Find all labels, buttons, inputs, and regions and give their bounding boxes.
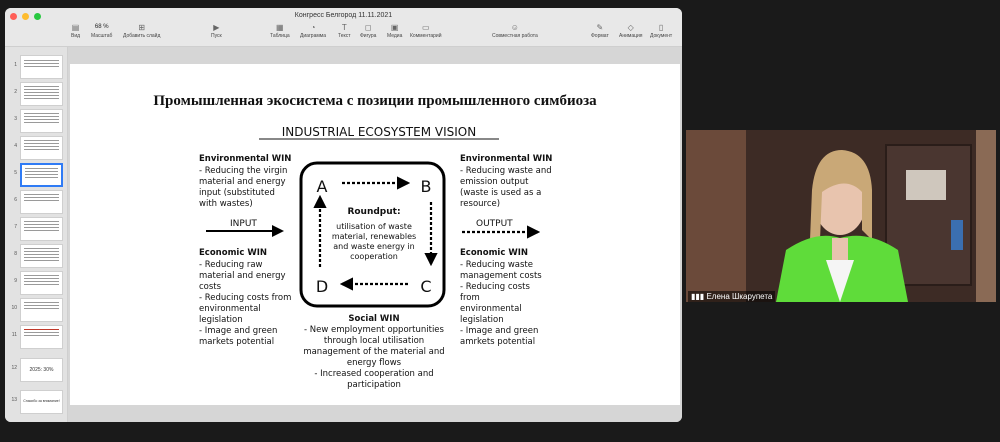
- view-button[interactable]: ▤ Вид: [71, 23, 81, 39]
- slide-thumbnail[interactable]: Спасибо за внимание!: [20, 390, 63, 414]
- env-win-right-line: resource): [460, 199, 501, 209]
- slide-thumbnail[interactable]: [20, 244, 63, 268]
- econ-win-left-heading: Economic WIN: [199, 248, 267, 258]
- slide[interactable]: [70, 64, 680, 405]
- econ-win-right-line: from: [460, 293, 480, 303]
- animate-icon: ◇: [627, 23, 634, 32]
- signal-bars-icon: ▮▮▮: [691, 292, 705, 301]
- participant-video[interactable]: [686, 130, 996, 302]
- document-icon: ▯: [658, 23, 664, 32]
- roundput-line: cooperation: [350, 252, 398, 261]
- social-win-heading: Social WIN: [348, 314, 400, 324]
- text-icon: T: [341, 23, 347, 32]
- add-slide-icon: ⊞: [138, 23, 146, 32]
- econ-win-left-line: - Reducing costs from: [199, 293, 292, 303]
- slide-thumbnail[interactable]: 2025: 30%: [20, 358, 63, 382]
- slide-thumbnail[interactable]: [20, 136, 63, 160]
- slide-thumbnail[interactable]: [20, 109, 63, 133]
- slide-thumbnail-selected[interactable]: [20, 163, 63, 187]
- roundput-heading: Roundput:: [347, 207, 401, 217]
- social-win-line: energy flows: [346, 358, 402, 368]
- env-win-left-line: input (substituted: [199, 188, 275, 198]
- econ-win-left-line: material and energy: [199, 271, 286, 281]
- slide-thumbnail[interactable]: [20, 190, 63, 214]
- shape-button[interactable]: ◻ Фигура: [360, 23, 377, 39]
- participant-name-tag: ▮▮▮ Елена Шкарупета: [688, 291, 775, 302]
- econ-win-left-line: environmental: [199, 304, 261, 314]
- play-icon: ▶: [213, 23, 220, 32]
- toolbar: [5, 8, 682, 47]
- env-win-right-line: - Reducing waste and: [460, 166, 552, 176]
- play-button[interactable]: ▶ Пуск: [211, 23, 222, 39]
- roundput-line: and waste energy in: [333, 242, 415, 251]
- econ-win-left-line: legislation: [199, 315, 243, 325]
- sidebar-view-icon: ▤: [71, 23, 80, 32]
- slide-subtitle: INDUSTRIAL ECOSYSTEM VISION: [281, 125, 477, 139]
- slide-title: Промышленная экосистема с позиции промышленного симбиоза: [153, 93, 597, 109]
- env-win-right-heading: Environmental WIN: [460, 154, 553, 164]
- table-icon: ▦: [276, 23, 284, 32]
- media-icon: ▣: [390, 23, 399, 32]
- social-win-line: participation: [347, 380, 401, 390]
- add-slide-button[interactable]: ⊞ Добавить слайд: [123, 23, 161, 39]
- social-win-line: - Increased cooperation and: [314, 369, 434, 379]
- env-win-right-line: (waste is used as a: [460, 188, 542, 198]
- slide-navigator: 1 2 3 4 5 6 7 8 9 10 11 12 2025: 30% 13 Спасибо за внимание!: [5, 47, 68, 422]
- slide-graphic: [70, 64, 680, 405]
- collaborate-button[interactable]: ☺ Совместная работа: [492, 23, 538, 39]
- comment-button[interactable]: ▭ Комментарий: [410, 23, 442, 39]
- participant-video-image: [686, 130, 996, 302]
- econ-win-right-line: legislation: [460, 315, 504, 325]
- econ-win-right-line: - Reducing waste: [460, 260, 533, 270]
- econ-win-right-line: amrkets potential: [460, 337, 536, 347]
- collaborate-icon: ☺: [510, 23, 519, 32]
- output-label: OUTPUT: [476, 219, 513, 229]
- econ-win-right-heading: Economic WIN: [460, 248, 528, 258]
- shape-icon: ◻: [364, 23, 372, 32]
- document-button[interactable]: ▯ Документ: [650, 23, 673, 39]
- chart-button[interactable]: ◔ Диаграмма: [300, 23, 327, 39]
- econ-win-left-line: - Reducing raw: [199, 260, 263, 270]
- env-win-left-line: material and energy: [199, 177, 286, 187]
- node-a: A: [316, 177, 328, 196]
- social-win-line: management of the material and: [303, 347, 445, 357]
- slide-thumbnail[interactable]: [20, 298, 63, 322]
- econ-win-right-line: - Image and green: [460, 326, 539, 336]
- env-win-left-heading: Environmental WIN: [199, 154, 292, 164]
- slide-thumbnail[interactable]: [20, 271, 63, 295]
- format-button[interactable]: ✎ Формат: [591, 23, 609, 39]
- slide-thumbnail[interactable]: [20, 55, 63, 79]
- zoom-value: 68 %: [94, 24, 109, 30]
- zoom-dropdown[interactable]: 68 % Масштаб: [91, 24, 113, 39]
- env-win-right-line: emission output: [460, 177, 529, 187]
- input-label: INPUT: [230, 219, 257, 229]
- format-brush-icon: ✎: [596, 23, 604, 32]
- social-win-line: - New employment opportunities: [304, 325, 444, 335]
- node-c: C: [420, 277, 432, 296]
- econ-win-left-line: - Image and green: [199, 326, 278, 336]
- roundput-line: utilisation of waste: [336, 222, 412, 231]
- econ-win-right-line: environmental: [460, 304, 522, 314]
- animate-button[interactable]: ◇ Анимация: [619, 23, 643, 39]
- social-win-line: through local utilisation: [323, 336, 425, 346]
- econ-win-right-line: - Reducing costs: [460, 282, 530, 292]
- env-win-left-line: - Reducing the virgin: [199, 166, 288, 176]
- econ-win-left-line: costs: [199, 282, 222, 292]
- node-d: D: [315, 277, 329, 296]
- chart-icon: ◔: [310, 23, 316, 32]
- node-b: B: [420, 177, 432, 196]
- roundput-line: material, renewables: [331, 232, 417, 241]
- slide-thumbnail[interactable]: [20, 325, 63, 349]
- table-button[interactable]: ▦ Таблица: [270, 23, 290, 39]
- slide-thumbnail[interactable]: [20, 82, 63, 106]
- text-button[interactable]: T Текст: [338, 23, 351, 39]
- window-title: Конгресс Белгород 11.11.2021: [294, 12, 393, 19]
- econ-win-right-line: management costs: [460, 271, 542, 281]
- slide-thumbnail[interactable]: [20, 217, 63, 241]
- econ-win-left-line: markets potential: [199, 337, 275, 347]
- comment-icon: ▭: [421, 23, 430, 32]
- media-button[interactable]: ▣ Медиа: [387, 23, 403, 39]
- env-win-left-line: with wastes): [199, 199, 253, 209]
